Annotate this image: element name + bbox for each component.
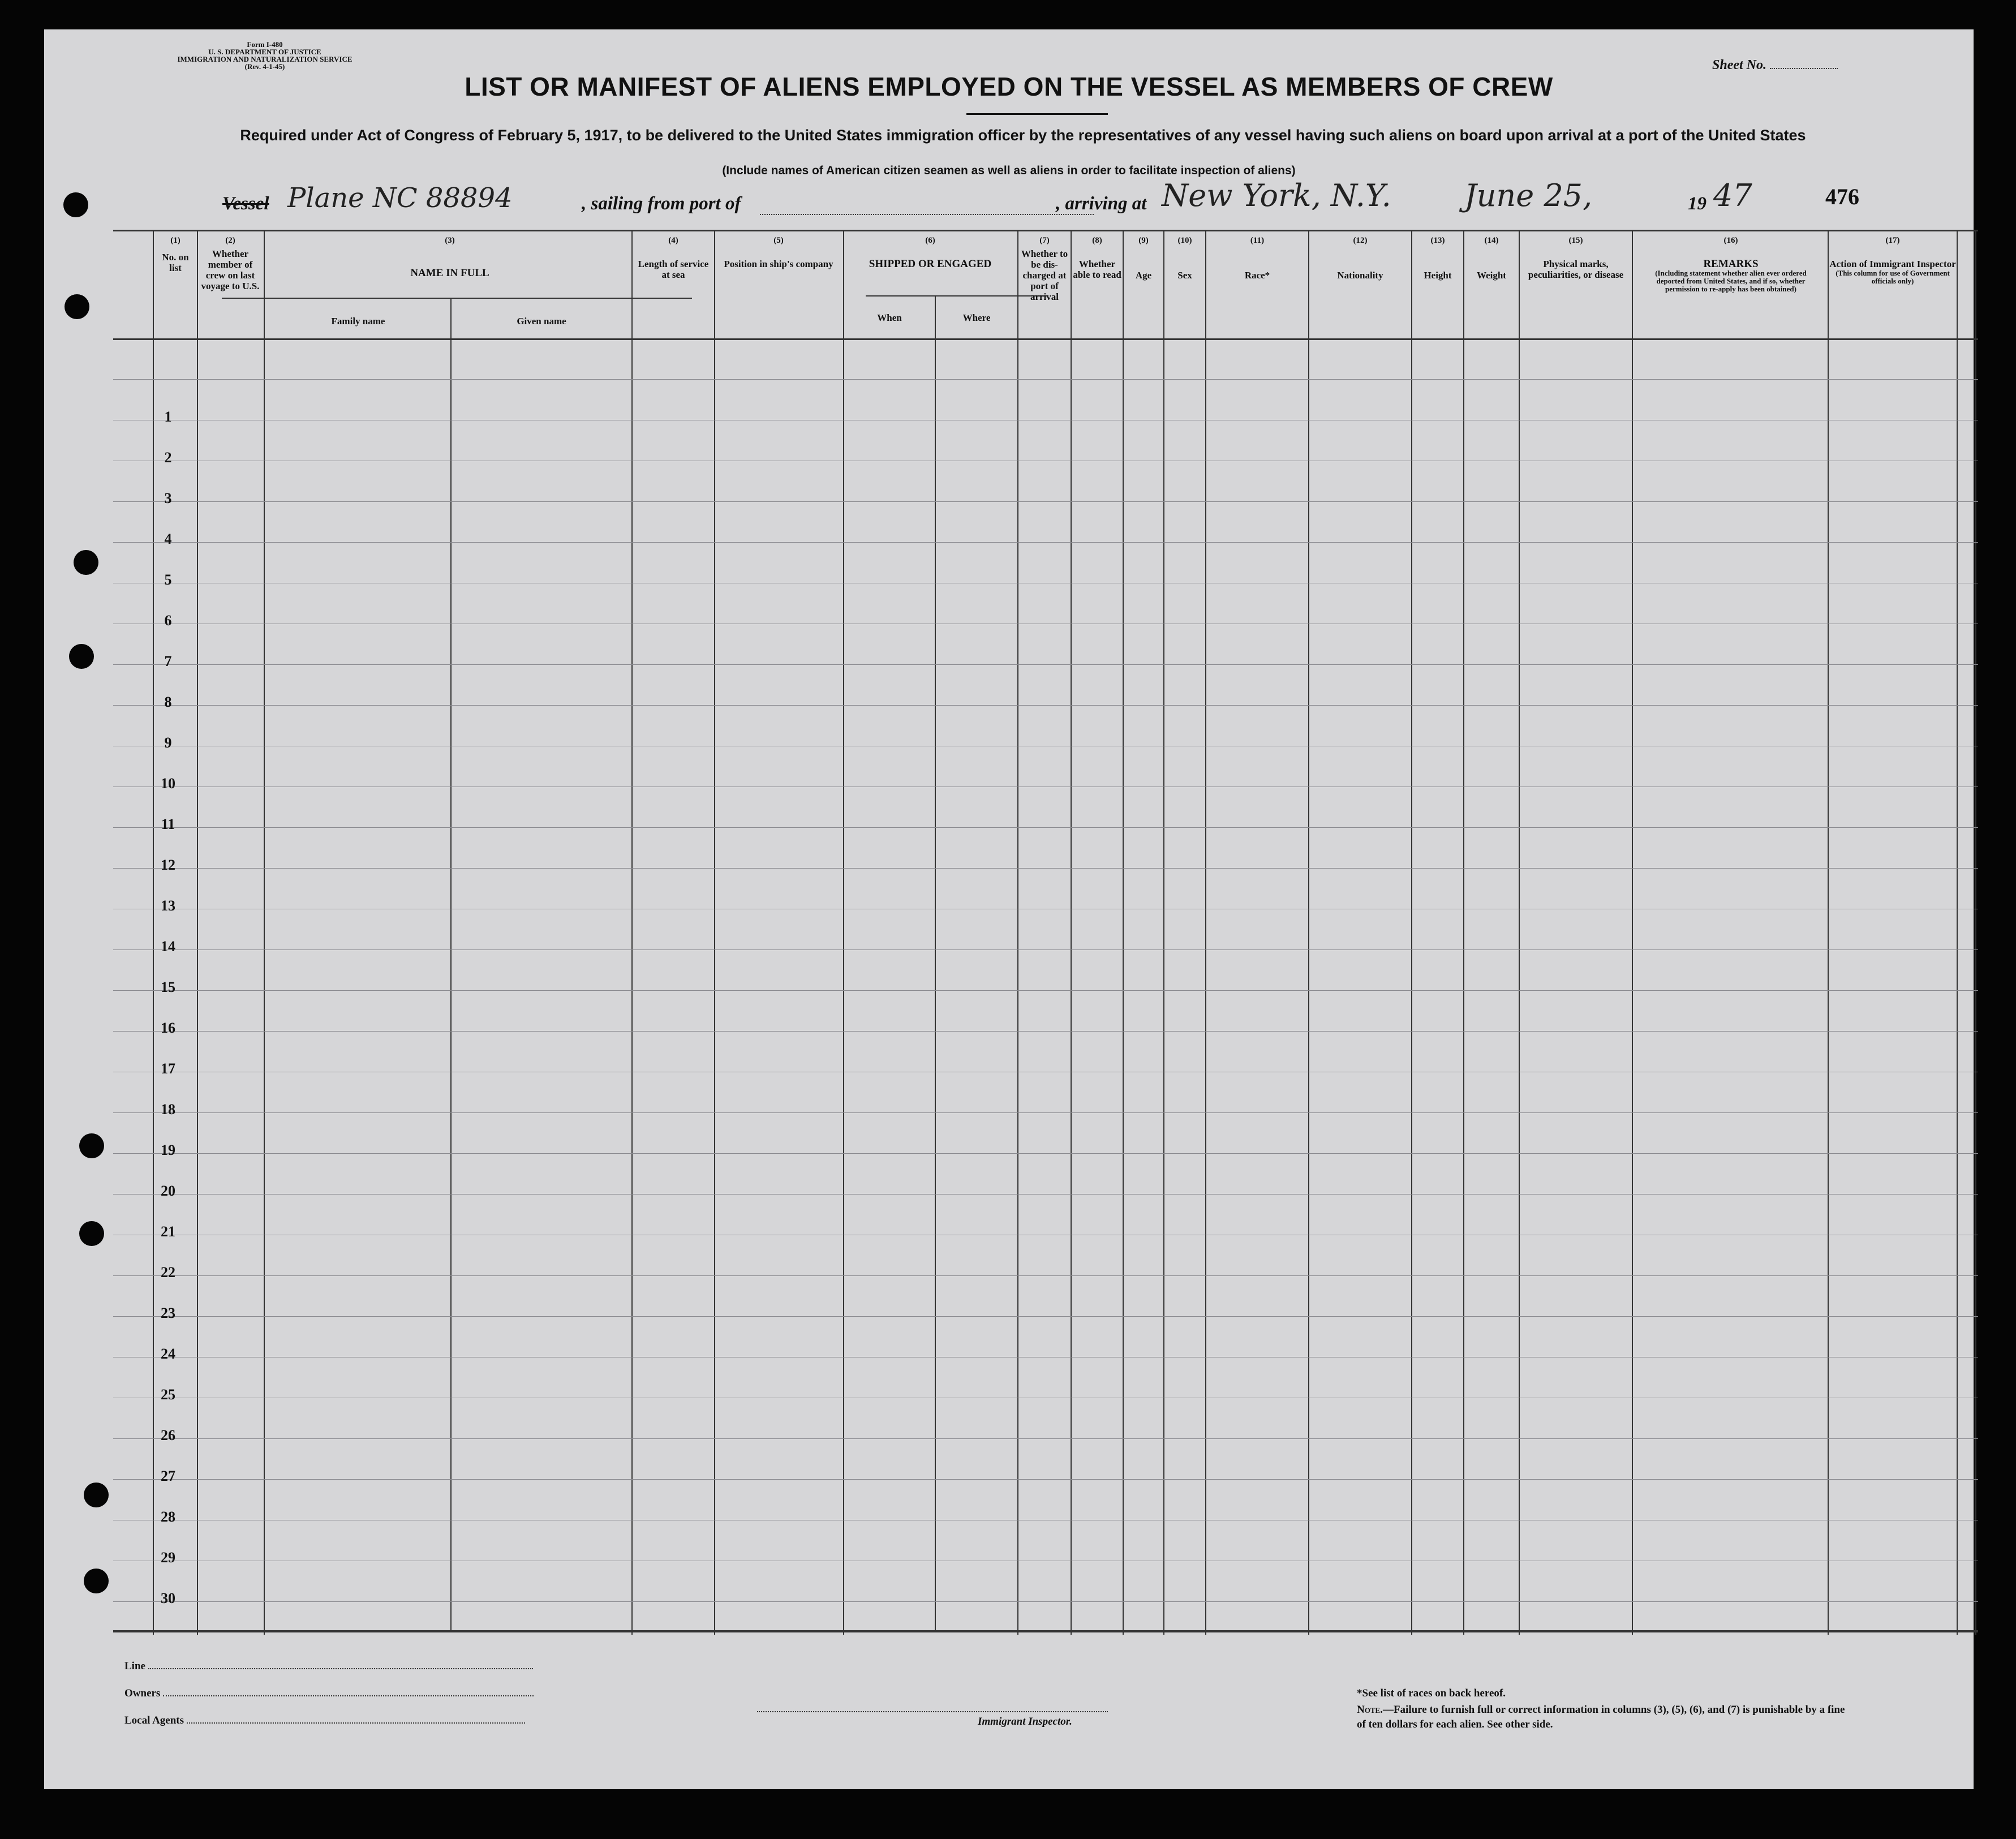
row-number: 12 xyxy=(161,857,175,873)
crew-manifest-table xyxy=(113,230,1978,1635)
col-divider xyxy=(631,230,633,1635)
punch-hole xyxy=(69,644,94,669)
table-right-border xyxy=(1975,230,1976,1635)
col-divider xyxy=(1017,230,1018,1635)
row-number: 30 xyxy=(161,1590,175,1606)
row-line xyxy=(113,1194,1978,1195)
punch-hole xyxy=(84,1569,109,1593)
year-value: 47 xyxy=(1713,178,1752,213)
agents-label: Local Agents xyxy=(124,1715,184,1726)
col-divider xyxy=(935,295,936,1630)
col13-header: (13) Height xyxy=(1424,236,1452,281)
title-underline xyxy=(966,113,1108,115)
row-number: 6 xyxy=(164,612,172,629)
races-note: *See list of races on back hereof. xyxy=(1357,1687,1506,1699)
col16-header: (16) REMARKS (Including statement whether alien ever ordered deported from United States, and if so, whether permission to re-apply has been obtained) xyxy=(1655,236,1807,293)
table-bottom-border xyxy=(113,1630,1978,1632)
page-title: LIST OR MANIFEST OF ALIENS EMPLOYED ON THE VESSEL AS MEMBERS OF CREW xyxy=(465,72,1553,101)
col-divider xyxy=(1828,230,1829,1635)
row-number: 16 xyxy=(161,1020,175,1036)
owners-label: Owners xyxy=(124,1687,161,1699)
col-divider xyxy=(1519,230,1520,1635)
row-line xyxy=(113,542,1978,543)
col-divider xyxy=(264,230,265,1635)
row-line xyxy=(113,379,1978,380)
row-line xyxy=(113,501,1978,502)
row-line xyxy=(113,827,1978,828)
col10-header: (10) Sex xyxy=(1177,236,1192,281)
service-name: IMMIGRATION AND NATURALIZATION SERVICE xyxy=(177,55,353,63)
row-number: 24 xyxy=(161,1346,175,1362)
row-line xyxy=(113,1031,1978,1032)
sheet-number-field xyxy=(1712,58,1838,73)
row-number: 13 xyxy=(161,897,175,914)
col12-header: (12) Nationality xyxy=(1337,236,1383,281)
col-divider xyxy=(1308,230,1309,1635)
row-line xyxy=(113,990,1978,991)
sheet-blank xyxy=(1770,68,1838,69)
arriving-label: , arriving at xyxy=(1056,194,1147,214)
sailing-port-blank xyxy=(760,214,1094,215)
col15-header: (15) Physical marks, peculiarities, or disease xyxy=(1528,236,1624,280)
col17-header: (17) Action of Immigrant Inspector (This column for use of Government officials only) xyxy=(1829,236,1956,285)
row-number: 4 xyxy=(164,531,172,547)
row-line xyxy=(113,1153,1978,1154)
note-label: Note. xyxy=(1357,1704,1383,1716)
form-number: Form I-480 xyxy=(247,40,283,49)
form-identifier xyxy=(152,41,378,70)
given-name-header: Given name xyxy=(517,316,566,326)
line-label: Line xyxy=(124,1660,145,1672)
owners-blank xyxy=(163,1695,534,1696)
col4-header: (4) Length of service at sea xyxy=(638,236,709,280)
row-line xyxy=(113,1275,1978,1276)
manifest-page xyxy=(44,29,1974,1789)
col-divider xyxy=(1071,230,1072,1635)
row-line xyxy=(113,1112,1978,1113)
row-number: 20 xyxy=(161,1183,175,1199)
row-number: 3 xyxy=(164,490,172,506)
where-header: Where xyxy=(962,312,991,323)
row-line xyxy=(113,664,1978,665)
include-note: (Include names of American citizen seamen as well as aliens in order to facilitate inspection of aliens) xyxy=(722,164,1296,177)
when-header: When xyxy=(877,312,902,323)
year-prefix: 19 xyxy=(1688,194,1706,214)
row-number: 15 xyxy=(161,979,175,995)
row-number: 1 xyxy=(164,409,172,425)
punch-hole xyxy=(84,1483,109,1507)
agents-field xyxy=(124,1715,525,1727)
fine-note xyxy=(1357,1703,1849,1732)
row-line xyxy=(113,949,1978,950)
table-top-border xyxy=(113,230,1978,231)
col11-header: (11) Race* xyxy=(1244,236,1270,281)
arrival-port: New York, N.Y. xyxy=(1162,178,1391,213)
name-subheader-line xyxy=(222,298,692,299)
col-divider xyxy=(1632,230,1633,1635)
col14-header: (14) Weight xyxy=(1477,236,1506,281)
row-number: 2 xyxy=(164,449,172,466)
header-bottom-border xyxy=(113,338,1978,340)
col-divider xyxy=(153,230,154,1635)
col6-header: (6) SHIPPED OR ENGAGED xyxy=(869,236,992,270)
col5-header: (5) Position in ship's company xyxy=(724,236,833,269)
col-divider xyxy=(1205,230,1206,1635)
col9-header: (9) Age xyxy=(1135,236,1152,281)
row-number: 17 xyxy=(161,1060,175,1077)
row-number: 11 xyxy=(161,816,175,832)
owners-field xyxy=(124,1687,534,1700)
row-number: 28 xyxy=(161,1509,175,1525)
col3-header: (3) NAME IN FULL xyxy=(410,236,489,279)
sheet-number: 476 xyxy=(1825,184,1859,209)
row-line xyxy=(113,1479,1978,1480)
punch-hole xyxy=(74,550,98,575)
col2-header: (2) Whether member of crew on last voyage to U.S. xyxy=(201,236,260,291)
vessel-label: Vessel xyxy=(222,194,269,214)
row-number: 22 xyxy=(161,1264,175,1281)
inspector-label: Immigrant Inspector. xyxy=(978,1716,1072,1728)
row-number: 25 xyxy=(161,1386,175,1403)
row-line xyxy=(113,1438,1978,1439)
col8-header: (8) Whether able to read xyxy=(1073,236,1121,280)
row-number: 14 xyxy=(161,938,175,955)
sailing-label: , sailing from port of xyxy=(582,194,741,214)
row-line xyxy=(113,1601,1978,1602)
agents-blank xyxy=(187,1722,525,1724)
punch-hole xyxy=(65,294,89,319)
row-line xyxy=(113,868,1978,869)
row-number: 19 xyxy=(161,1142,175,1158)
col-divider xyxy=(1411,230,1412,1635)
department-name: U. S. DEPARTMENT OF JUSTICE xyxy=(208,48,321,56)
row-number: 18 xyxy=(161,1101,175,1118)
row-number: 9 xyxy=(164,734,172,751)
punch-hole xyxy=(79,1221,104,1246)
col-divider xyxy=(714,230,715,1635)
row-number: 23 xyxy=(161,1305,175,1321)
col-divider xyxy=(843,230,844,1635)
row-number: 5 xyxy=(164,572,172,588)
col-divider xyxy=(197,230,198,1635)
revision-date: (Rev. 4-1-45) xyxy=(244,62,285,71)
note-text: —Failure to furnish full or correct information in columns (3), (5), (6), and (7) is punishable by a fine of ten dollars for each alien. See other side. xyxy=(1357,1704,1845,1730)
vessel-name: Plane NC 88894 xyxy=(287,182,513,214)
required-statement: Required under Act of Congress of February 5, 1917, to be delivered to the United States immigration officer by the representatives of any vessel having such aliens on board upon arrival at a port of the United States xyxy=(240,127,1806,144)
row-number: 26 xyxy=(161,1427,175,1443)
col-divider xyxy=(1163,230,1164,1635)
line-blank xyxy=(148,1668,533,1669)
punch-hole xyxy=(79,1133,104,1158)
col-divider xyxy=(1957,230,1958,1635)
col1-header: (1) No. on list xyxy=(162,236,189,273)
row-line xyxy=(113,705,1978,706)
row-line xyxy=(113,1316,1978,1317)
col-divider xyxy=(1463,230,1464,1635)
col7-header: (7) Whether to be dis-charged at port of arrival xyxy=(1021,236,1068,302)
row-number: 27 xyxy=(161,1468,175,1484)
arrival-date: June 25, xyxy=(1464,178,1593,213)
sheet-label: Sheet No. xyxy=(1712,58,1766,72)
row-number: 10 xyxy=(161,775,175,792)
inspector-signature-line xyxy=(757,1711,1108,1712)
row-number: 8 xyxy=(164,694,172,710)
row-number: 21 xyxy=(161,1223,175,1240)
punch-hole xyxy=(63,192,88,217)
family-name-header: Family name xyxy=(331,316,385,326)
col-divider xyxy=(450,298,452,1630)
row-number: 7 xyxy=(164,653,172,669)
line-field xyxy=(124,1660,533,1673)
row-number: 29 xyxy=(161,1549,175,1566)
col-divider xyxy=(1123,230,1124,1635)
